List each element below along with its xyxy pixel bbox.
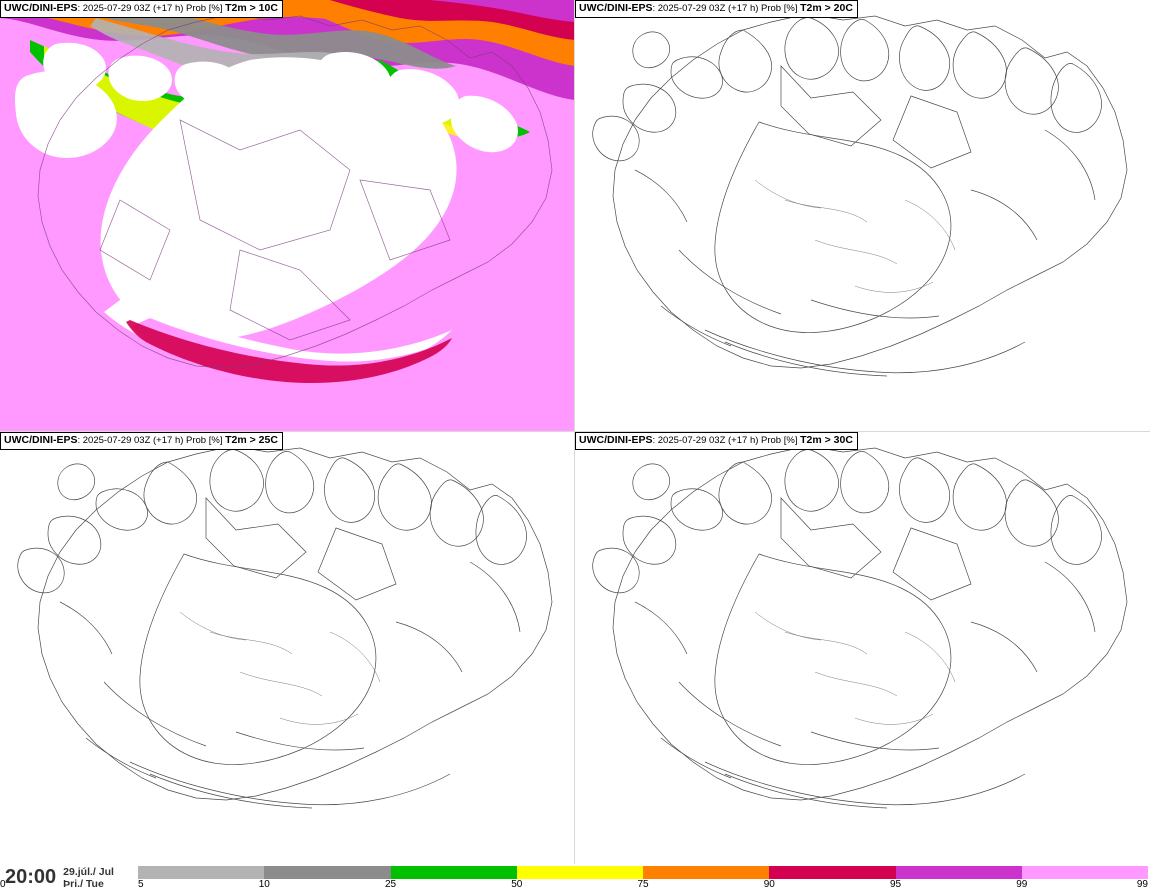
panel-source: UWC/DINI-EPS bbox=[4, 2, 78, 14]
colorbar-band bbox=[1022, 866, 1148, 879]
colorbar-tick-label: 25 bbox=[384, 879, 397, 890]
panel-source: UWC/DINI-EPS bbox=[4, 434, 78, 446]
probability-map-25c bbox=[0, 432, 575, 864]
panel-source: UWC/DINI-EPS bbox=[579, 434, 653, 446]
valid-time: 20:00 bbox=[5, 866, 57, 888]
valid-date-line1: 29.júl./ Jul bbox=[63, 865, 114, 878]
colorbar-tick-label: 90 bbox=[763, 879, 775, 890]
panel-title bbox=[0, 432, 283, 450]
valid-date-line2: Þri./ Tue bbox=[63, 877, 104, 890]
colorbar-zero-label: 0 bbox=[0, 879, 6, 890]
colorbar-gradient bbox=[138, 866, 1148, 879]
colorbar-band bbox=[643, 866, 769, 879]
panel-title bbox=[0, 0, 283, 18]
panel-source: UWC/DINI-EPS bbox=[579, 2, 653, 14]
colorbar-tick-label: 5 bbox=[138, 879, 144, 890]
colorbar bbox=[138, 866, 1148, 890]
panel-title bbox=[575, 432, 858, 450]
probability-map-20c bbox=[575, 0, 1150, 432]
colorbar-tick-label: 10 bbox=[258, 879, 270, 890]
panel-threshold: T2m > 20C bbox=[800, 2, 853, 14]
panel-meta: : 2025-07-29 03Z (+17 h) Prob [%] bbox=[77, 435, 226, 446]
panel-threshold: T2m > 25C bbox=[225, 434, 278, 446]
probability-map-10c bbox=[0, 0, 575, 432]
colorbar-band bbox=[769, 866, 895, 879]
panel-meta: : 2025-07-29 03Z (+17 h) Prob [%] bbox=[652, 3, 801, 14]
valid-date bbox=[63, 866, 114, 890]
probability-map-30c bbox=[575, 432, 1150, 864]
map-panel-t2m-gt-20c[interactable] bbox=[575, 0, 1150, 432]
map-panel-t2m-gt-25c[interactable] bbox=[0, 432, 575, 864]
map-canvas[interactable] bbox=[575, 432, 1150, 864]
panel-meta: : 2025-07-29 03Z (+17 h) Prob [%] bbox=[652, 435, 801, 446]
panel-title bbox=[575, 0, 858, 18]
panel-threshold: T2m > 30C bbox=[800, 434, 853, 446]
colorbar-tick-label: 50 bbox=[511, 879, 523, 890]
map-panel-t2m-gt-10c[interactable] bbox=[0, 0, 575, 432]
colorbar-ticks bbox=[138, 879, 1148, 891]
colorbar-band bbox=[896, 866, 1022, 879]
colorbar-tick-label: 99 bbox=[1016, 879, 1028, 890]
colorbar-band bbox=[391, 866, 517, 879]
colorbar-tick-label: 95 bbox=[889, 879, 902, 890]
map-panel-t2m-gt-30c[interactable] bbox=[575, 432, 1150, 864]
map-canvas[interactable] bbox=[575, 0, 1150, 432]
colorbar-band bbox=[517, 866, 643, 879]
colorbar-tick-label: 99 bbox=[1136, 879, 1148, 890]
colorbar-tick-label: 75 bbox=[637, 879, 649, 890]
colorbar-band bbox=[264, 866, 390, 879]
colorbar-band bbox=[138, 866, 264, 879]
map-canvas[interactable] bbox=[0, 432, 575, 864]
valid-time-box bbox=[0, 864, 135, 891]
panel-meta: : 2025-07-29 03Z (+17 h) Prob [%] bbox=[77, 3, 226, 14]
panel-threshold: T2m > 10C bbox=[225, 2, 278, 14]
footer-bar bbox=[0, 864, 1150, 891]
map-canvas[interactable] bbox=[0, 0, 575, 432]
